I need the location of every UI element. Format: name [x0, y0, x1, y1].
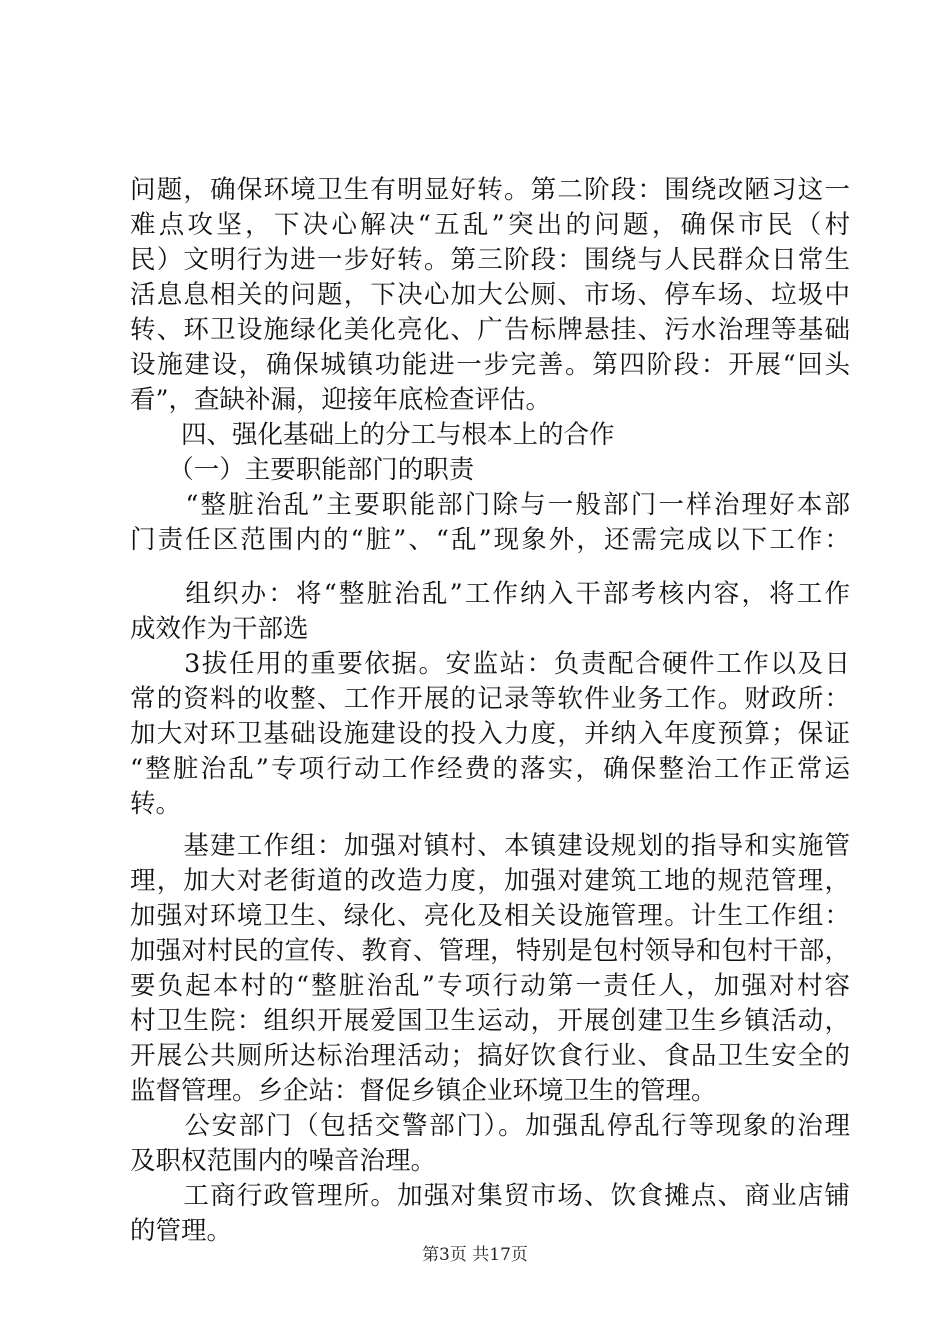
paragraph-line: 的管理。 — [130, 1216, 233, 1246]
paragraph-line: 难点攻坚，下决心解决“五乱”突出的问题，确保市民（村 — [130, 210, 850, 240]
paragraph-line: 转。 — [130, 789, 182, 819]
paragraph-line: 理，加大对老街道的改造力度，加强对建筑工地的规范管理， — [130, 866, 850, 896]
paragraph-line: 3拔任用的重要依据。安监站：负责配合硬件工作以及日 — [130, 649, 850, 679]
paragraph-line: 监督管理。乡企站：督促乡镇企业环境卫生的管理。 — [130, 1076, 717, 1106]
paragraph-line: 活息息相关的问题，下决心加大公厕、市场、停车场、垃圾中 — [130, 280, 850, 310]
paragraph-line: 村卫生院：组织开展爱国卫生运动，开展创建卫生乡镇活动， — [130, 1006, 850, 1036]
page-footer: 第3页 共17页 — [422, 1245, 528, 1265]
paragraph-line: “整脏治乱”主要职能部门除与一般部门一样治理好本部 — [130, 490, 850, 520]
paragraph-line: 门责任区范围内的“脏”、“乱”现象外，还需完成以下工作： — [130, 525, 850, 555]
paragraph-line: 加强对村民的宣传、教育、管理，特别是包村领导和包村干部， — [130, 936, 850, 966]
paragraph-line: 要负起本村的“整脏治乱”专项行动第一责任人，加强对村容 — [130, 971, 850, 1001]
paragraph-line: 转、环卫设施绿化美化亮化、广告标牌悬挂、污水治理等基础 — [130, 315, 850, 345]
paragraph-line: 成效作为干部选 — [130, 614, 309, 644]
paragraph-line: 常的资料的收整、工作开展的记录等软件业务工作。财政所： — [130, 684, 850, 714]
paragraph-line: 看”，查缺补漏，迎接年底检查评估。 — [130, 385, 552, 415]
paragraph-line: 及职权范围内的噪音治理。 — [130, 1146, 437, 1176]
paragraph-line: 组织办：将“整脏治乱”工作纳入干部考核内容，将工作 — [130, 579, 850, 609]
section-heading: 四、强化基础上的分工与根本上的合作 — [130, 420, 615, 450]
paragraph-line: 工商行政管理所。加强对集贸市场、饮食摊点、商业店铺 — [130, 1181, 850, 1211]
paragraph-line: 基建工作组：加强对镇村、本镇建设规划的指导和实施管 — [130, 831, 850, 861]
paragraph-line: 设施建设，确保城镇功能进一步完善。第四阶段：开展“回头 — [130, 350, 850, 380]
paragraph-line: 开展公共厕所达标治理活动；搞好饮食行业、食品卫生安全的 — [130, 1041, 850, 1071]
paragraph-line: 加强对环境卫生、绿化、亮化及相关设施管理。计生工作组： — [130, 901, 850, 931]
paragraph-line: 民）文明行为进一步好转。第三阶段：围绕与人民群众日常生 — [130, 245, 850, 275]
subsection-heading: （一）主要职能部门的职责 — [130, 455, 475, 485]
paragraph-line: “整脏治乱”专项行动工作经费的落实，确保整治工作正常运 — [130, 754, 850, 784]
paragraph-line: 公安部门（包括交警部门）。加强乱停乱行等现象的治理 — [130, 1111, 850, 1141]
paragraph-line: 加大对环卫基础设施建设的投入力度，并纳入年度预算；保证 — [130, 719, 850, 749]
paragraph-line: 问题，确保环境卫生有明显好转。第二阶段：围绕改陋习这一 — [130, 175, 850, 205]
